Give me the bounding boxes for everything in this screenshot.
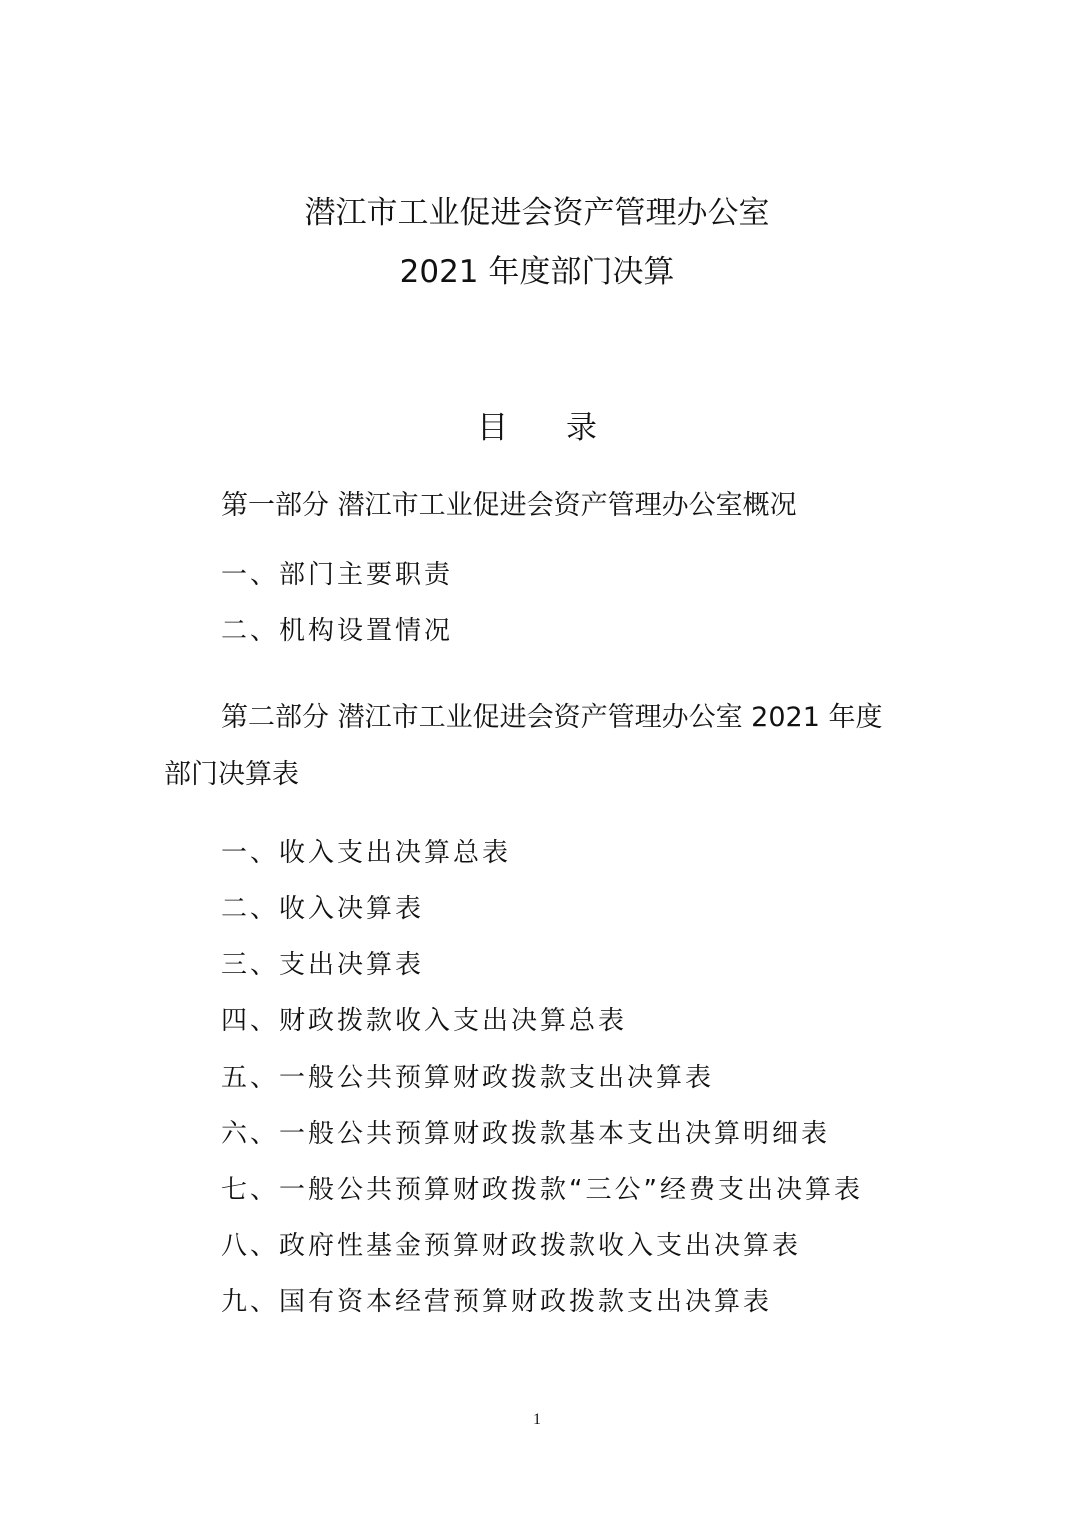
part-2-item-6: 六、一般公共预算财政拨款基本支出决算明细表: [221, 1119, 831, 1149]
part-2-title-line-1: 第二部分 潜江市工业促进会资产管理办公室 2021 年度: [221, 702, 883, 733]
page-number: 1: [533, 1411, 541, 1428]
document-title-line-1: 潜江市工业促进会资产管理办公室: [304, 195, 770, 231]
part-2-item-1: 一、收入支出决算总表: [221, 838, 512, 868]
part-1-title: 第一部分 潜江市工业促进会资产管理办公室概况: [221, 490, 797, 521]
part-2-item-4: 四、财政拨款收入支出决算总表: [221, 1006, 628, 1036]
part-2-item-7: 七、一般公共预算财政拨款“三公”经费支出决算表: [221, 1175, 863, 1205]
part-1-item-2: 二、机构设置情况: [221, 616, 454, 646]
part-2-item-9: 九、国有资本经营预算财政拨款支出决算表: [221, 1287, 773, 1317]
document-title-line-2: 2021 年度部门决算: [399, 254, 675, 290]
part-1-item-1: 一、部门主要职责: [221, 560, 454, 590]
part-2-item-8: 八、政府性基金预算财政拨款收入支出决算表: [221, 1231, 802, 1261]
part-2-item-3: 三、支出决算表: [221, 950, 425, 980]
part-2-title-line-2: 部门决算表: [164, 759, 299, 790]
part-2-item-5: 五、一般公共预算财政拨款支出决算表: [221, 1063, 715, 1093]
part-2-item-2: 二、收入决算表: [221, 894, 425, 924]
toc-heading: 目录: [477, 410, 655, 446]
